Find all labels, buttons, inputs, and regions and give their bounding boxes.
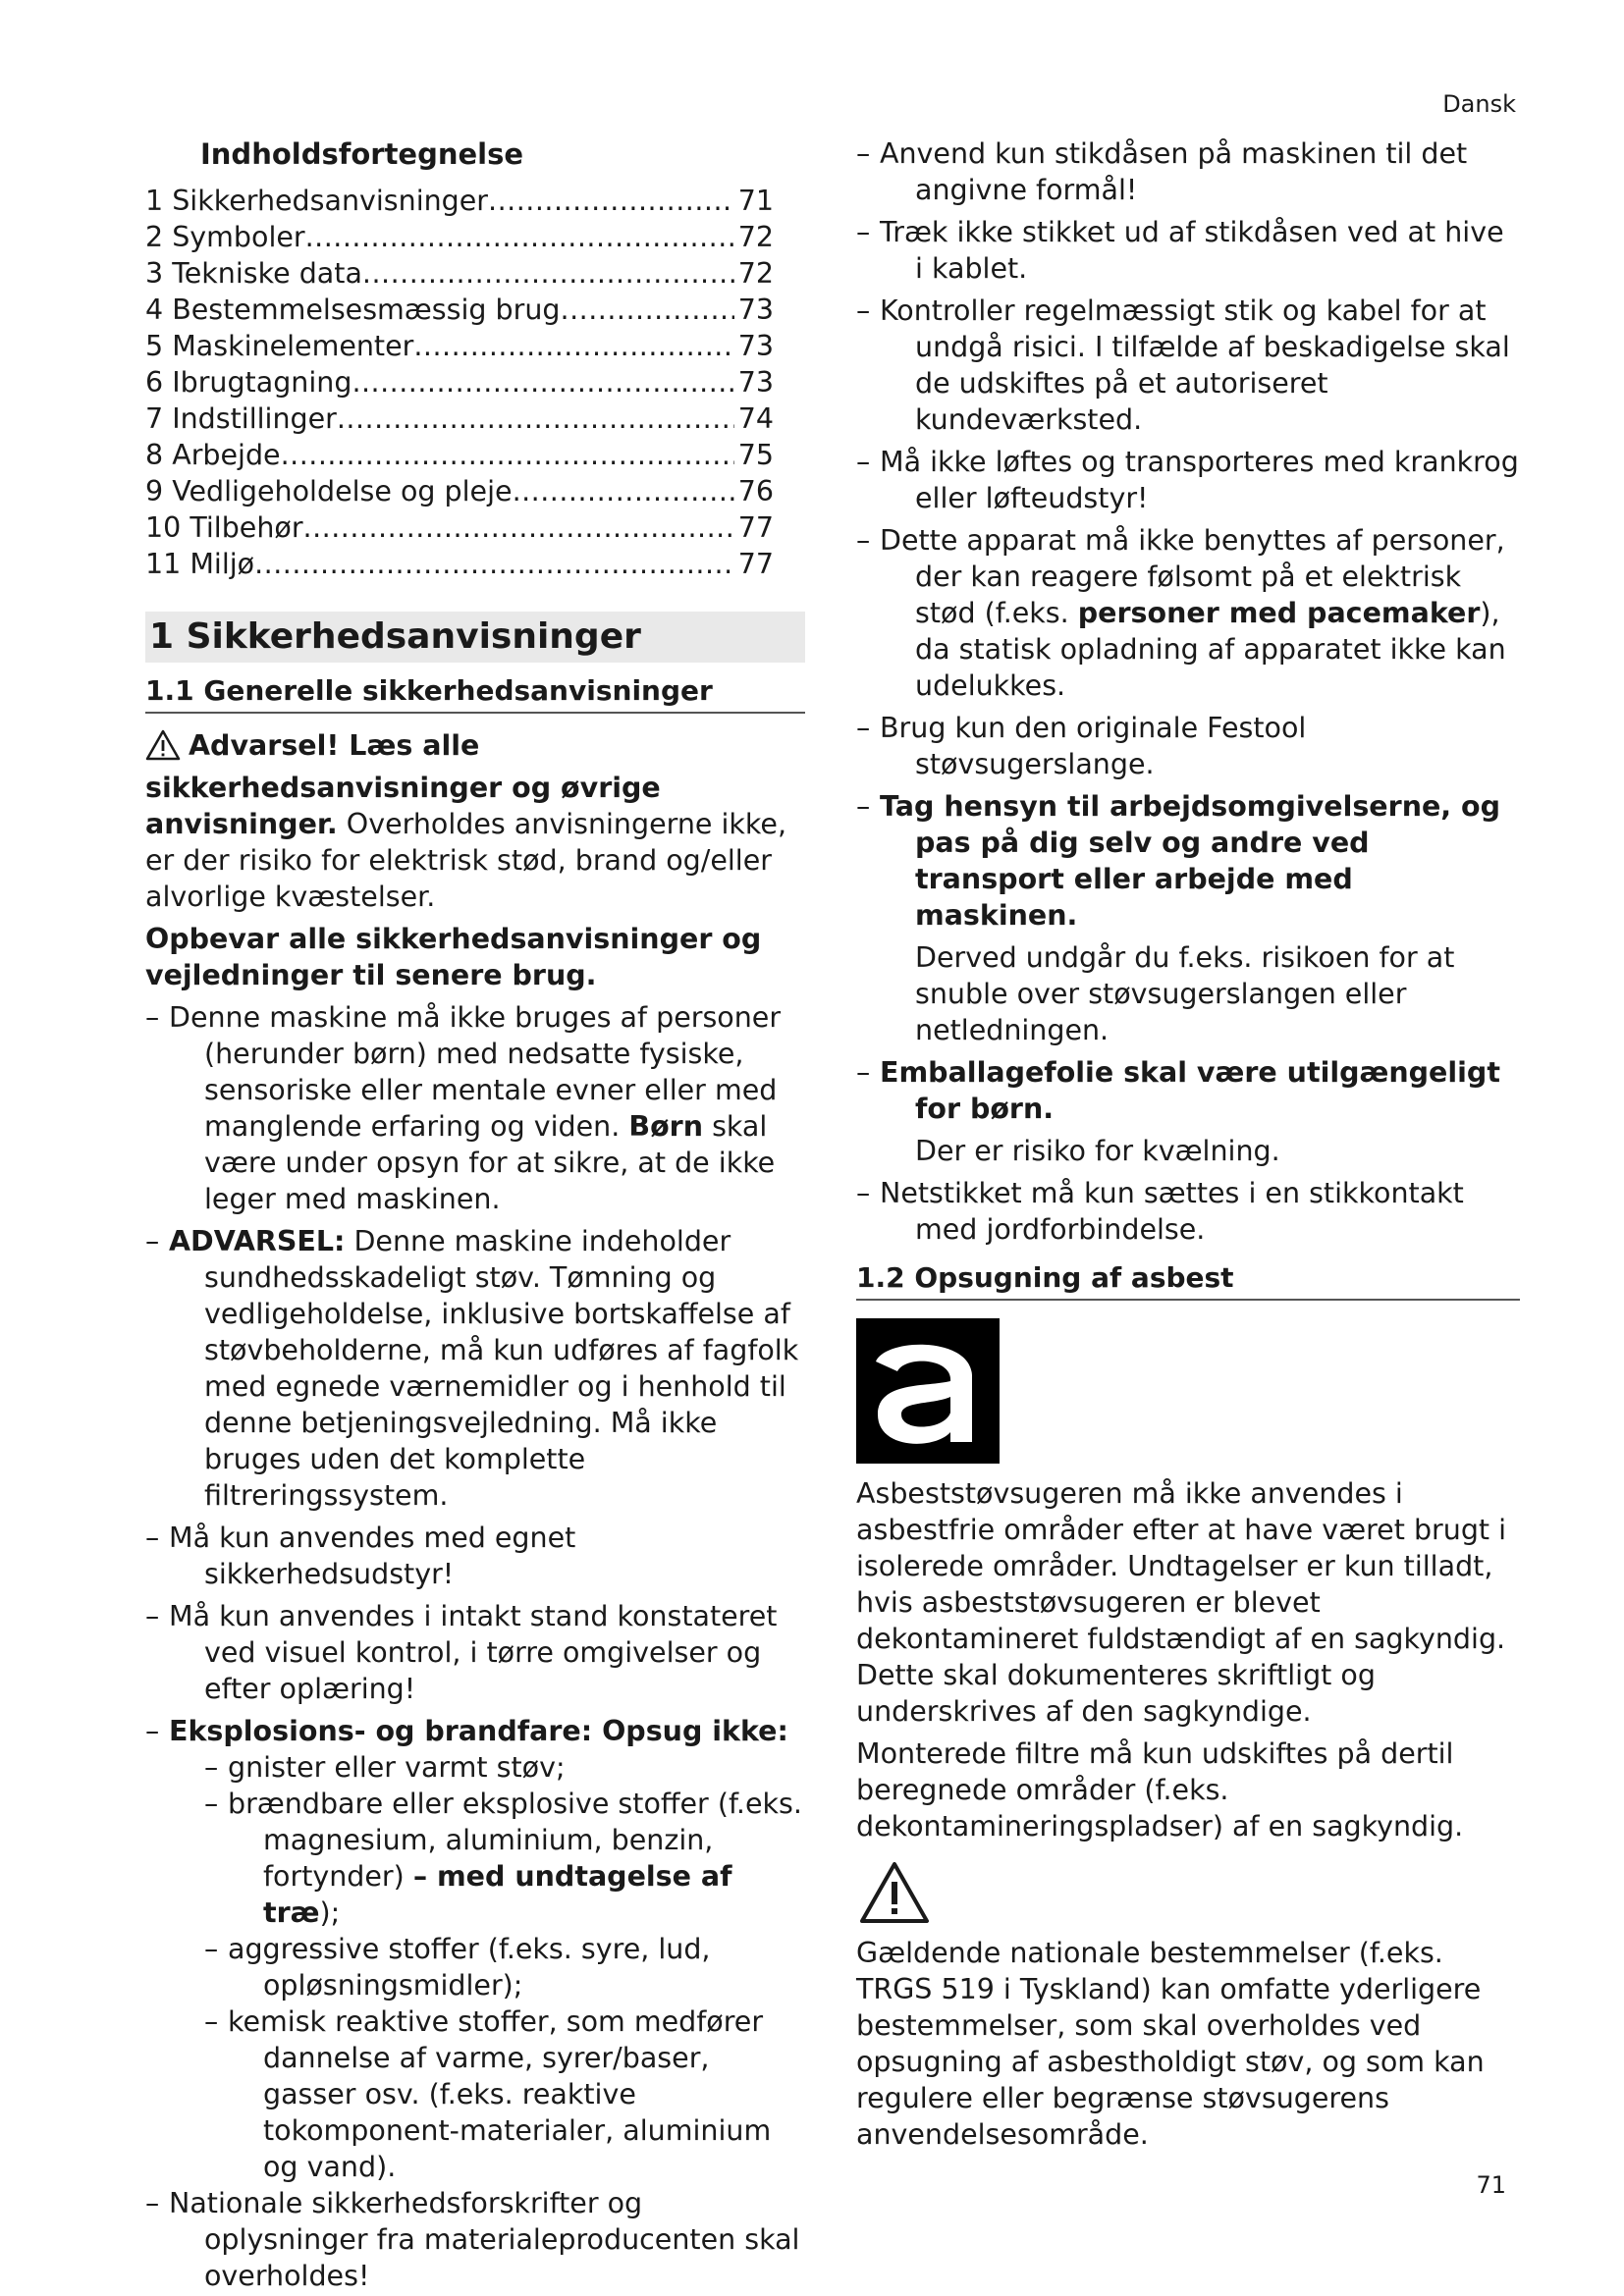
toc-entry-label: 1 Sikkerhedsanvisninger xyxy=(145,185,489,217)
toc-entry-page: 72 xyxy=(737,221,774,253)
toc-entry-page: 75 xyxy=(737,439,774,471)
list-item: – Træk ikke stikket ud af stikdåsen ved at hive i kablet. xyxy=(856,216,1504,285)
toc-entry-label: 11 Miljø xyxy=(145,548,255,580)
list-item: – Denne maskine må ikke bruges af personer (herunder børn) med nedsatte fysiske, sensoriske eller mentale evner eller med manglende erfaring og viden. Børn skal være under opsyn for at sikre, at de ikke leger med maskinen. xyxy=(145,1001,782,1215)
toc-entry[interactable] xyxy=(145,364,774,400)
language-label: Dansk xyxy=(1442,90,1516,118)
list-item: – Eksplosions- og brandfare: Opsug ikke: xyxy=(145,1715,788,1747)
toc-entry[interactable] xyxy=(145,546,774,582)
toc-entry-label: 9 Vedligeholdelse og pleje xyxy=(145,475,513,507)
list-item: – Anvend kun stikdåsen på maskinen til det angivne formål! xyxy=(856,137,1468,206)
warning-paragraph: Advarsel! Læs alle sikkerhedsanvisninger og øvrige anvisninger. Overholdes anvisningerne ikke, er der risiko for elektrisk stød, brand og/eller alvorlige kvæstelser. xyxy=(145,729,787,913)
toc-entry-page: 74 xyxy=(737,402,774,435)
toc-leader-dots xyxy=(488,183,734,219)
list-item: – Tag hensyn til arbejdsomgivelserne, og pas på dig selv og andre ved transport eller arbejde med maskinen. xyxy=(856,790,1501,932)
page-number: 71 xyxy=(1476,2171,1506,2199)
asbestos-paragraph-3: Gældende nationale bestemmelser (f.eks. TRGS 519 i Tyskland) kan omfatte yderligere bestemmelser, som skal overholdes ved opsugning af asbestholdigt støv, og som kan regulere eller begrænse støvsugerens anvendelsesområde. xyxy=(856,1937,1485,2151)
asbestos-a-symbol xyxy=(856,1318,1000,1464)
toc-entry[interactable] xyxy=(145,292,774,328)
sub-list-item: – aggressive stoffer (f.eks. syre, lud, opløsningsmidler); xyxy=(204,1933,711,2002)
toc-entry-page: 73 xyxy=(737,294,774,326)
toc-leader-dots xyxy=(337,400,734,437)
keep-instructions: Opbevar alle sikkerhedsanvisninger og vejledninger til senere brug. xyxy=(145,923,762,991)
section-1-2-heading: 1.2 Opsugning af asbest xyxy=(856,1259,1520,1301)
toc-entry-page: 73 xyxy=(737,330,774,362)
sub-list-item: – brændbare eller eksplosive stoffer (f.eks. magnesium, aluminium, benzin, fortynder) – med undtagelse af træ); xyxy=(204,1788,802,1929)
warning-triangle-icon xyxy=(145,729,181,770)
toc-entry-label: 8 Arbejde xyxy=(145,439,281,471)
list-item: – Emballagefolie skal være utilgængeligt for børn. xyxy=(856,1056,1500,1125)
list-note: Der er risiko for kvælning. xyxy=(915,1135,1280,1167)
toc-entry-label: 10 Tilbehør xyxy=(145,511,303,544)
right-column xyxy=(856,135,1520,2153)
sub-list-item: – gnister eller varmt støv; xyxy=(204,1751,566,1784)
toc-entry[interactable] xyxy=(145,255,774,292)
toc-entry-page: 72 xyxy=(737,257,774,290)
list-item: – Netstikket må kun sættes i en stikkontakt med jordforbindelse. xyxy=(856,1177,1464,1246)
toc-leader-dots xyxy=(513,473,734,509)
asbestos-paragraph-1: Asbeststøvsugeren må ikke anvendes i asbestfrie områder efter at have været brugt i isolerede områder. Undtagelser er kun tilladt, hvis asbeststøvsugeren er blevet dekontamineret fuldstændigt af en sagkyndig. Dette skal dokumenteres skriftligt og underskrives af den sagkyndige. xyxy=(856,1477,1507,1728)
list-item: – ADVARSEL: Denne maskine indeholder sundhedsskadeligt støv. Tømning og vedligeholdelse, inklusive bortskaffelse af støvbeholderne, må kun udføres af fagfolk med egnede værnemidler og i henhold til denne betjeningsvejledning. Må ikke bruges uden det komplette filtreringssystem. xyxy=(145,1225,799,1512)
toc-entry[interactable] xyxy=(145,219,774,255)
list-item: – Brug kun den originale Festool støvsugerslange. xyxy=(856,712,1307,780)
toc-entry-page: 73 xyxy=(737,366,774,399)
toc-entry-label: 6 Ibrugtagning xyxy=(145,366,352,399)
toc-entry-label: 7 Indstillinger xyxy=(145,402,337,435)
toc-entry[interactable] xyxy=(145,473,774,509)
toc-leader-dots xyxy=(281,437,734,473)
section-1-1-heading: 1.1 Generelle sikkerhedsanvisninger xyxy=(145,672,805,714)
toc-list xyxy=(145,183,805,582)
toc-entry[interactable] xyxy=(145,328,774,364)
section-1-heading: 1 Sikkerhedsanvisninger xyxy=(145,612,805,663)
sub-list-item: – kemisk reaktive stoffer, som medfører dannelse af varme, syrer/baser, gasser osv. (f.eks. reaktive tokomponent-materialer, aluminium og vand). xyxy=(204,2005,772,2183)
toc-leader-dots xyxy=(303,509,734,546)
toc-entry[interactable] xyxy=(145,183,774,219)
toc-entry-page: 77 xyxy=(737,511,774,544)
toc-leader-dots xyxy=(413,328,733,364)
asbestos-paragraph-2: Monterede filtre må kun udskiftes på dertil beregnede områder (f.eks. dekontamineringspladser) af en sagkyndig. xyxy=(856,1737,1464,1842)
warning-triangle-icon xyxy=(858,1860,931,1925)
toc-entry-label: 2 Symboler xyxy=(145,221,305,253)
list-item: – Må kun anvendes i intakt stand konstateret ved visuel kontrol, i tørre omgivelser og efter oplæring! xyxy=(145,1600,778,1705)
toc-leader-dots xyxy=(305,219,734,255)
list-item: – Må kun anvendes med egnet sikkerhedsudstyr! xyxy=(145,1522,576,1590)
toc-leader-dots xyxy=(362,255,734,292)
list-item: – Må ikke løftes og transporteres med krankrog eller løfteudstyr! xyxy=(856,446,1519,514)
toc-entry-label: 4 Bestemmelsesmæssig brug xyxy=(145,294,561,326)
toc-entry-label: 5 Maskinelementer xyxy=(145,330,414,362)
toc-leader-dots xyxy=(254,546,734,582)
toc-entry[interactable] xyxy=(145,509,774,546)
toc-entry[interactable] xyxy=(145,400,774,437)
toc-entry-label: 3 Tekniske data xyxy=(145,257,362,290)
list-note: Derved undgår du f.eks. risikoen for at snuble over støvsugerslangen eller netledningen. xyxy=(915,941,1455,1046)
toc-entry-page: 71 xyxy=(737,185,774,217)
toc-title: Indholdsfortegnelse xyxy=(200,137,524,171)
toc-leader-dots xyxy=(352,364,733,400)
list-item: – Kontroller regelmæssigt stik og kabel for at undgå risici. I tilfælde af beskadigelse skal de udskiftes på et autoriseret kundeværksted. xyxy=(856,294,1510,436)
left-column xyxy=(145,135,805,2294)
list-item: – Nationale sikkerhedsforskrifter og oplysninger fra materialeproducenten skal overholdes! xyxy=(145,2187,800,2292)
toc-entry-page: 77 xyxy=(737,548,774,580)
toc-leader-dots xyxy=(561,292,734,328)
toc-entry[interactable] xyxy=(145,437,774,473)
list-item: – Dette apparat må ikke benyttes af personer, der kan reagere følsomt på et elektrisk stød (f.eks. personer med pacemaker), da statisk opladning af apparatet ikke kan udelukkes. xyxy=(856,524,1506,702)
toc-entry-page: 76 xyxy=(737,475,774,507)
